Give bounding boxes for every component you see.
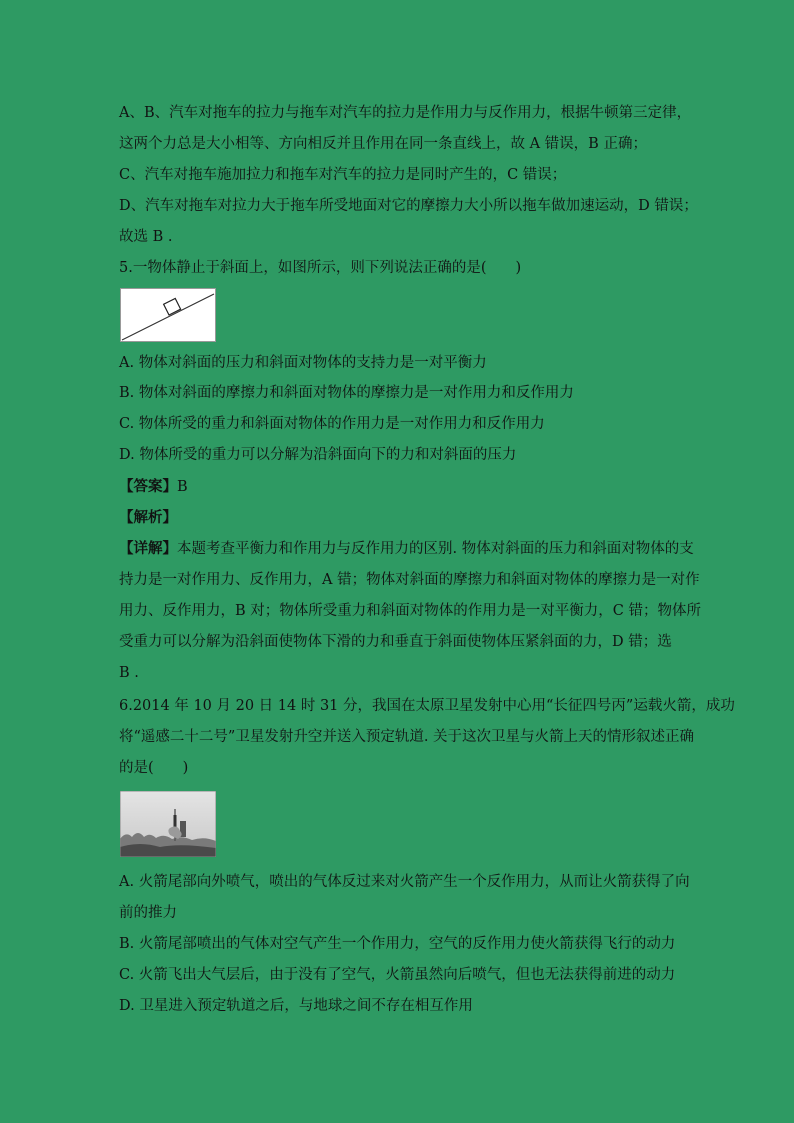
q6-option-a-line-2: 前的推力 xyxy=(119,905,177,921)
prev-explanation-line-4: D、汽车对拖车对拉力大于拖车所受地面对它的摩擦力大小所以拖车做加速运动，D 错误； xyxy=(119,198,698,214)
q6-option-a-line-1: A. 火箭尾部向外喷气，喷出的气体反过来对火箭产生一个反作用力，从而让火箭获得了向 xyxy=(119,874,690,890)
detail-text: 本题考查平衡力和作用力与反作用力的区别. 物体对斜面的压力和斜面对物体的支 xyxy=(177,541,694,557)
detail-label: 【详解】 xyxy=(119,540,177,557)
q5-option-d: D. 物体所受的重力可以分解为沿斜面向下的力和对斜面的压力 xyxy=(119,447,517,463)
q5-detail-line-5: B . xyxy=(119,665,139,681)
q5-option-c: C. 物体所受的重力和斜面对物体的作用力是一对作用力和反作用力 xyxy=(119,416,545,432)
q6-stem-line-1: 6.2014 年 10 月 20 日 14 时 31 分，我国在太原卫星发射中心用“长征四号丙”运载火箭，成功 xyxy=(119,698,735,714)
q5-detail-line-4: 受重力可以分解为沿斜面使物体下滑的力和垂直于斜面使物体压紧斜面的力，D 错；选 xyxy=(119,634,672,650)
q5-detail-line-2: 持力是一对作用力、反作用力，A 错；物体对斜面的摩擦力和斜面对物体的摩擦力是一对作 xyxy=(119,572,700,588)
q5-answer xyxy=(119,477,679,497)
rocket-launch-photo xyxy=(120,791,216,857)
q5-detail-line-1 xyxy=(119,539,694,559)
analysis-label: 【解析】 xyxy=(119,509,177,526)
prev-explanation-line-3: C、汽车对拖车施加拉力和拖车对汽车的拉力是同时产生的，C 错误； xyxy=(119,167,567,183)
prev-explanation-line-1: A、B、汽车对拖车的拉力与拖车对汽车的拉力是作用力与反作用力，根据牛顿第三定律， xyxy=(119,105,692,121)
prev-explanation-line-5: 故选 B . xyxy=(119,229,173,245)
q5-stem: 5.一物体静止于斜面上，如图所示，则下列说法正确的是( ) xyxy=(119,260,522,276)
q6-option-b: B. 火箭尾部喷出的气体对空气产生一个作用力，空气的反作用力使火箭获得飞行的动力 xyxy=(119,936,676,952)
q6-option-c: C. 火箭飞出大气层后，由于没有了空气，火箭虽然向后喷气，但也无法获得前进的动力 xyxy=(119,967,676,983)
q6-option-d: D. 卫星进入预定轨道之后，与地球之间不存在相互作用 xyxy=(119,998,473,1014)
q5-option-b: B. 物体对斜面的摩擦力和斜面对物体的摩擦力是一对作用力和反作用力 xyxy=(119,385,574,401)
q6-stem-line-2: 将“遥感二十二号”卫星发射升空并送入预定轨道. 关于这次卫星与火箭上天的情形叙述正确 xyxy=(119,729,695,745)
q5-detail-line-3: 用力、反作用力，B 对；物体所受重力和斜面对物体的作用力是一对平衡力，C 错；物体所 xyxy=(119,603,701,619)
incline-block-figure xyxy=(120,288,216,342)
prev-explanation-line-2: 这两个力总是大小相等、方向相反并且作用在同一条直线上，故 A 错误，B 正确； xyxy=(119,136,647,152)
answer-label: 【答案】 xyxy=(119,478,177,495)
answer-value: B xyxy=(177,479,188,495)
q5-option-a: A. 物体对斜面的压力和斜面对物体的支持力是一对平衡力 xyxy=(119,355,487,371)
q6-stem-line-3: 的是( ) xyxy=(119,760,189,776)
